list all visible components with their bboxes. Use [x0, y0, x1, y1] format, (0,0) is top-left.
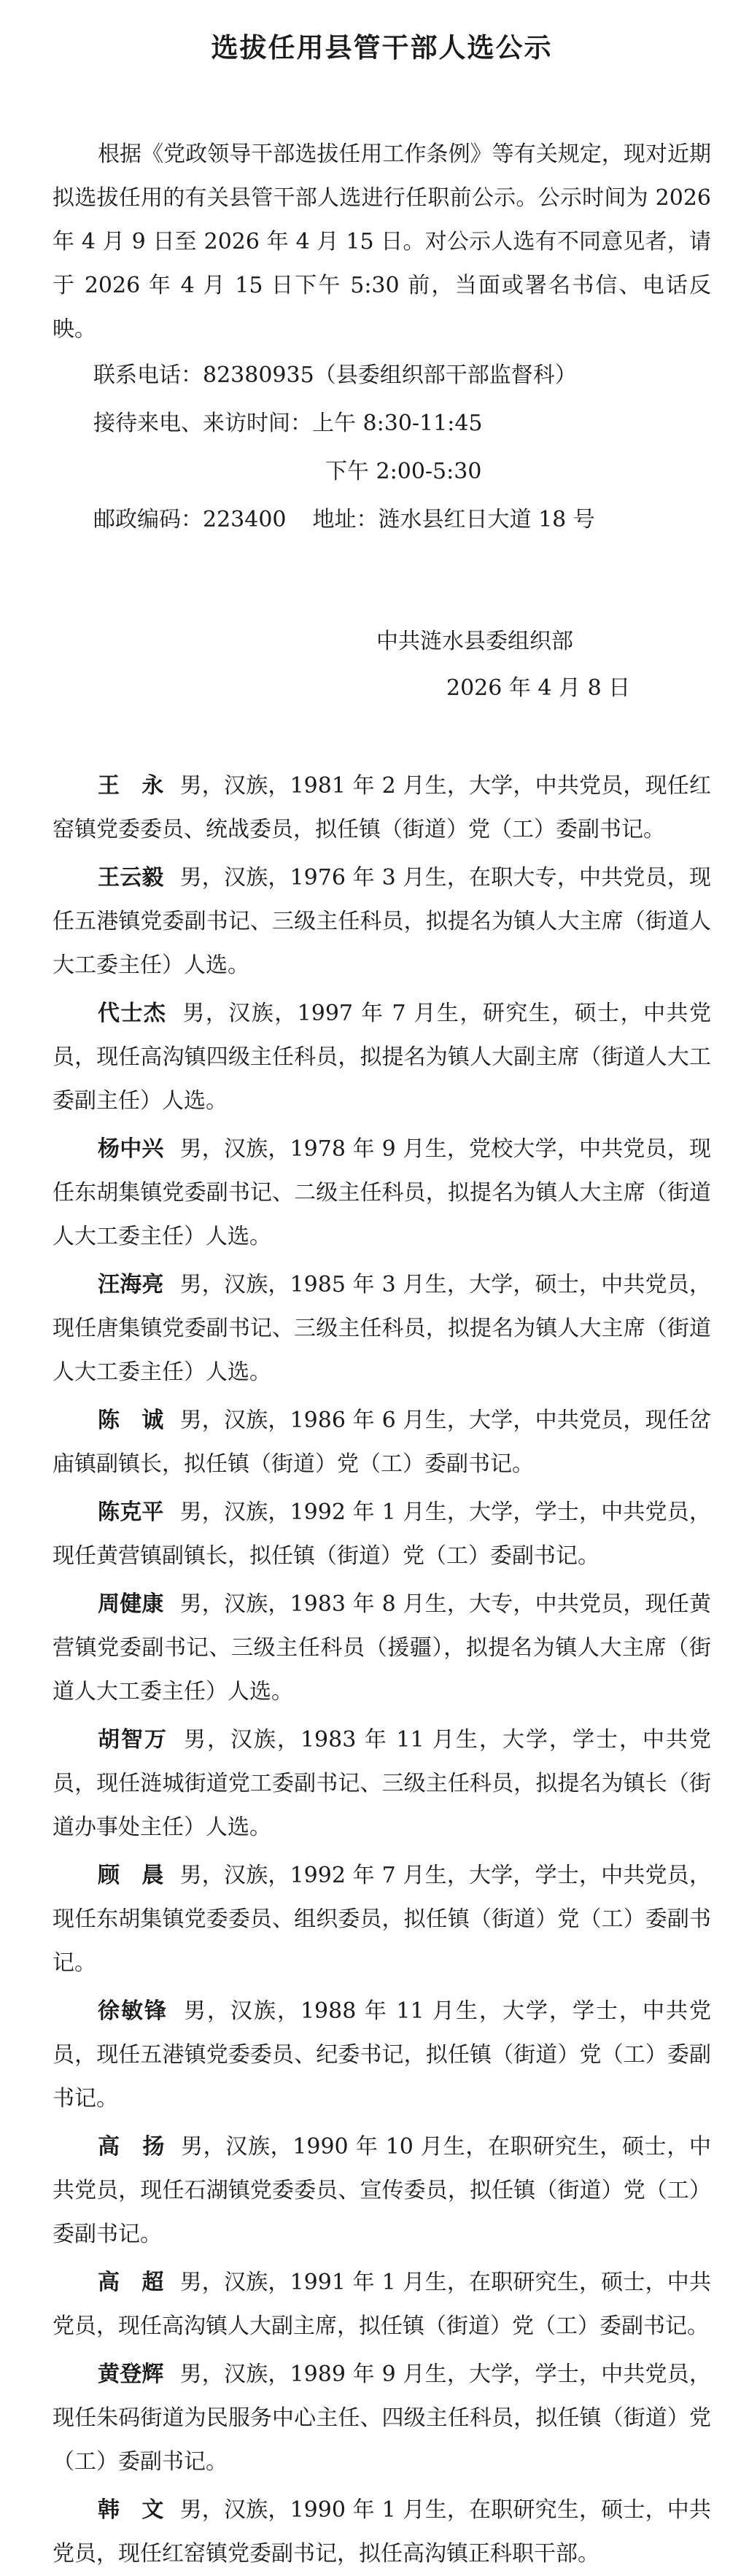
candidate-description: 男，汉族，1991 年 1 月生，在职研究生，硕士，中共党员，现任高沟镇人大副主席，拟任镇（街道）党（工）委副书记。 [53, 2270, 712, 2339]
phone-value: 82380935（县委组织部干部监督科） [203, 362, 577, 388]
candidate-entry [53, 1583, 711, 1714]
address-value: 涟水县红日大道 18 号 [378, 507, 595, 532]
candidate-entry [53, 2488, 711, 2576]
candidate-name: 高 超 [98, 2270, 164, 2295]
candidate-description: 男，汉族，1983 年 11 月生，大学，学士，中共党员，现任涟城街道党工委副书记、三级主任科员，拟提名为镇长（街道办事处主任）人选。 [53, 1727, 711, 1840]
candidate-description: 男，汉族，1992 年 7 月生，大学，学士，中共党员，现任东胡集镇党委委员、组织委员，拟任镇（街道）党（工）委副书记。 [53, 1863, 712, 1976]
candidate-entry [53, 1990, 711, 2121]
candidate-name: 王 永 [98, 773, 164, 799]
hours-pm: 下午 2:00-5:30 [325, 459, 482, 484]
hours-label: 接待来电、来访时间： [93, 411, 312, 436]
candidate-entry [53, 2353, 711, 2484]
postcode-label: 邮政编码： [93, 507, 203, 532]
candidate-entry [53, 992, 711, 1123]
candidate-name: 高 扬 [98, 2134, 165, 2160]
hours-pm-row [93, 448, 711, 496]
candidate-description: 男，汉族，1990 年 1 月生，在职研究生，硕士，中共党员，现任红窑镇党委副书记，拟任高沟镇正科职干部。 [53, 2497, 712, 2567]
candidate-description: 男，汉族，1985 年 3 月生，大学，硕士，中共党员，现任唐集镇党委副书记、三级主任科员，拟提名为镇人大主席（街道人大工委主任）人选。 [53, 1272, 712, 1385]
candidate-entry [53, 2125, 711, 2257]
candidate-description: 男，汉族，1992 年 1 月生，大学，学士，中共党员，现任黄营镇副镇长，拟任镇（街道）党（工）委副书记。 [53, 1500, 712, 1569]
candidate-description: 男，汉族，1981 年 2 月生，大学，中共党员，现任红窑镇党委委员、统战委员，拟任镇（街道）党（工）委副书记。 [53, 773, 712, 842]
candidate-entry [53, 1491, 711, 1578]
candidate-entry [53, 1263, 711, 1394]
candidate-name: 陈 诚 [98, 1408, 164, 1433]
candidate-entry [53, 1854, 711, 1985]
postcode-address-row [93, 496, 711, 544]
candidate-name: 王云毅 [98, 865, 164, 891]
candidate-name: 徐敏锋 [98, 1998, 168, 2024]
candidate-description: 男，汉族，1986 年 6 月生，大学，中共党员，现任岔庙镇副镇长，拟任镇（街道）党（工）委副书记。 [53, 1408, 712, 1477]
candidate-name: 汪海亮 [98, 1272, 164, 1297]
candidate-description: 男，汉族，1976 年 3 月生，在职大专，中共党员，现任五港镇党委副书记、三级主任科员，拟提名为镇人大主席（街道人大工委主任）人选。 [53, 865, 712, 978]
hours-row [93, 400, 711, 448]
contact-block [53, 352, 711, 544]
candidate-name: 杨中兴 [98, 1136, 164, 1162]
document-title: 选拔任用县管干部人选公示 [211, 32, 553, 63]
candidate-entry [53, 1399, 711, 1486]
candidate-name: 代士杰 [98, 1001, 167, 1026]
candidate-description: 男，汉族，1989 年 9 月生，大学，学士，中共党员，现任朱码街道为民服务中心主任、四级主任科员，拟任镇（街道）党（工）委副书记。 [53, 2362, 712, 2475]
candidate-entry [53, 1718, 711, 1850]
intro-paragraph: 根据《党政领导干部选拔任用工作条例》等有关规定，现对近期拟选拔任用的有关县管干部人选进行任职前公示。公示时间为 2026 年 4 月 9 日至 2026 年 4 月 15 日。对公示人选有不同意见者，请于 2026 年 4 月 15 日下午 5:30 前，当面或署名书信、电话反映。 [53, 141, 711, 342]
candidate-name: 胡智万 [98, 1727, 168, 1753]
candidate-name: 黄登辉 [98, 2362, 164, 2387]
signature-org: 中共涟水县委组织部 [376, 629, 573, 654]
hours-am: 上午 8:30-11:45 [312, 411, 483, 436]
candidate-entry [53, 2261, 711, 2348]
candidate-description: 男，汉族，1983 年 8 月生，大专，中共党员，现任黄营镇党委副书记、三级主任科员（援疆），拟提名为镇人大主席（街道人大工委主任）人选。 [53, 1591, 712, 1704]
candidate-description: 男，汉族，1990 年 10 月生，在职研究生，硕士，中共党员，现任石湖镇党委委员、宣传委员，拟任镇（街道）党（工）委副书记。 [53, 2134, 711, 2247]
candidate-entry [53, 856, 711, 988]
candidate-description: 男，汉族，1988 年 11 月生，大学，学士，中共党员，现任五港镇党委委员、纪委书记，拟任镇（街道）党（工）委副书记。 [53, 1998, 711, 2111]
candidate-name: 陈克平 [98, 1500, 164, 1525]
signature-block [53, 618, 711, 712]
candidate-description: 男，汉族，1997 年 7 月生，研究生，硕士，中共党员，现任高沟镇四级主任科员，拟提名为镇人大副主席（街道人大工委副主任）人选。 [53, 1001, 712, 1114]
candidate-entry [53, 1128, 711, 1259]
candidate-list [53, 764, 711, 2576]
signature-date: 2026 年 4 月 8 日 [446, 675, 631, 701]
candidate-name: 周健康 [98, 1591, 164, 1617]
address-label: 地址： [312, 507, 379, 532]
candidate-description: 男，汉族，1978 年 9 月生，党校大学，中共党员，现任东胡集镇党委副书记、二级主任科员，拟提名为镇人大主席（街道人大工委主任）人选。 [53, 1136, 712, 1249]
candidate-name: 顾 晨 [98, 1863, 164, 1888]
phone-label: 联系电话： [93, 362, 203, 388]
candidate-entry [53, 764, 711, 852]
phone-row [93, 352, 711, 400]
postcode-value: 223400 [203, 507, 287, 532]
candidate-name: 韩 文 [98, 2497, 164, 2523]
